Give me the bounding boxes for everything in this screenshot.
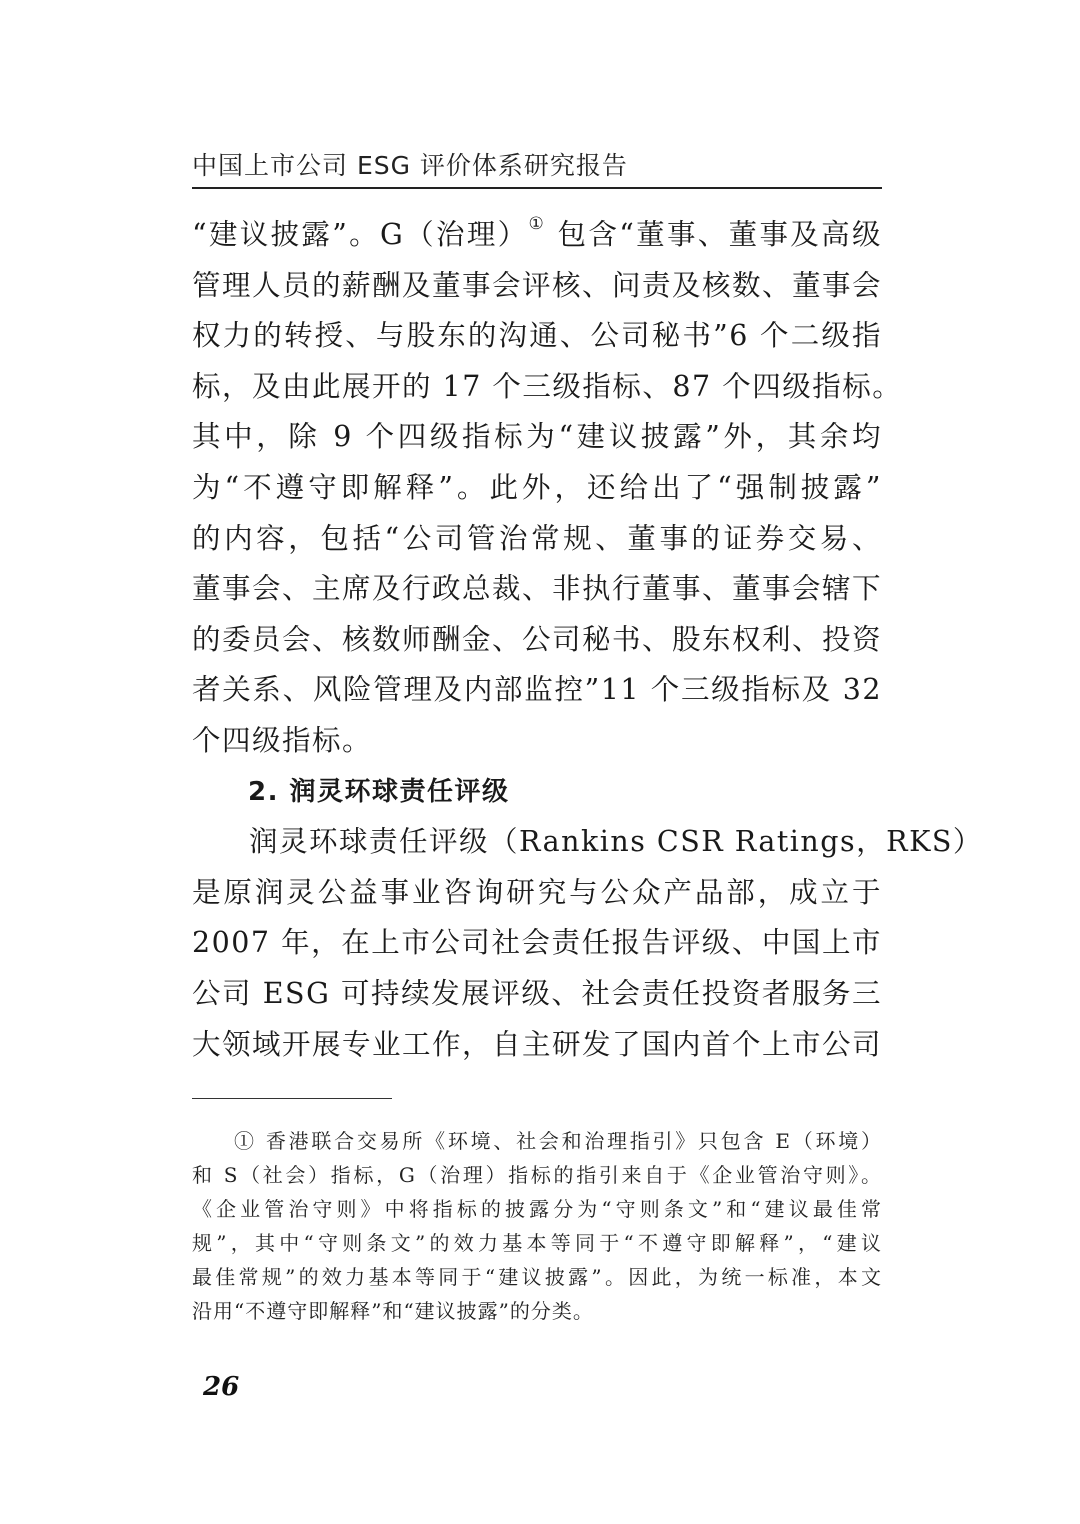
body-line: 大领域开展专业工作，自主研发了国内首个上市公司: [192, 1027, 883, 1061]
footnote-line: 和 S（社会）指标，G（治理）指标的指引来自于《企业管治守则》。: [192, 1163, 882, 1187]
header-rule: [192, 187, 882, 189]
body-line: 管理人员的薪酬及董事会评核、问责及核数、董事会: [192, 268, 883, 302]
main-text: [192, 210, 983, 1070]
body-line: 者关系、风险管理及内部监控”11 个三级指标及 32: [192, 673, 882, 707]
section-heading: 2. 润灵环球责任评级: [248, 776, 510, 807]
body-line: 的内容，包括“公司管治常规、董事的证券交易、: [192, 521, 882, 555]
footnote-line: 《企业管治守则》中将指标的披露分为“守则条文”和“建议最佳常: [192, 1197, 882, 1221]
footnote-reference[interactable]: ①: [528, 214, 547, 234]
footnote: [192, 1124, 882, 1328]
body-line: 是原润灵公益事业咨询研究与公众产品部，成立于: [192, 875, 882, 909]
body-line: 权力的转授、与股东的沟通、公司秘书”6 个二级指: [192, 319, 882, 353]
body-line: 2007 年，在上市公司社会责任报告评级、中国上市: [192, 926, 882, 960]
footnote-separator: [192, 1098, 392, 1099]
body-line: 董事会、主席及行政总裁、非执行董事、董事会辖下: [192, 572, 883, 606]
footnote-line: ① 香港联合交易所《环境、社会和治理指引》只包含 E（环境）: [234, 1129, 882, 1153]
body-line: 公司 ESG 可持续发展评级、社会责任投资者服务三: [192, 976, 882, 1010]
footnote-line: 最佳常规”的效力基本等同于“建议披露”。因此，为统一标准，本文: [192, 1265, 882, 1289]
body-line: “建议披露”。G（治理）① 包含“董事、董事及高级: [192, 214, 882, 251]
body-line: 的委员会、核数师酬金、公司秘书、股东权利、投资: [192, 622, 883, 656]
running-header: 中国上市公司 ESG 评价体系研究报告: [192, 151, 628, 180]
footnote-line: 沿用“不遵守即解释”和“建议披露”的分类。: [192, 1299, 594, 1323]
footnote-line: 规”，其中“守则条文”的效力基本等同于“不遵守即解释”，“建议: [192, 1231, 882, 1255]
body-line: 为“不遵守即解释”。此外，还给出了“强制披露”: [192, 470, 882, 504]
body-line: 个四级指标。: [192, 723, 373, 757]
body-line: 润灵环球责任评级（Rankins CSR Ratings，RKS）: [249, 825, 983, 859]
body-line: 其中，除 9 个四级指标为“建议披露”外，其余均: [192, 420, 882, 454]
page-number: 26: [203, 1372, 240, 1402]
body-line: 标，及由此展开的 17 个三级指标、87 个四级指标。: [192, 369, 903, 403]
